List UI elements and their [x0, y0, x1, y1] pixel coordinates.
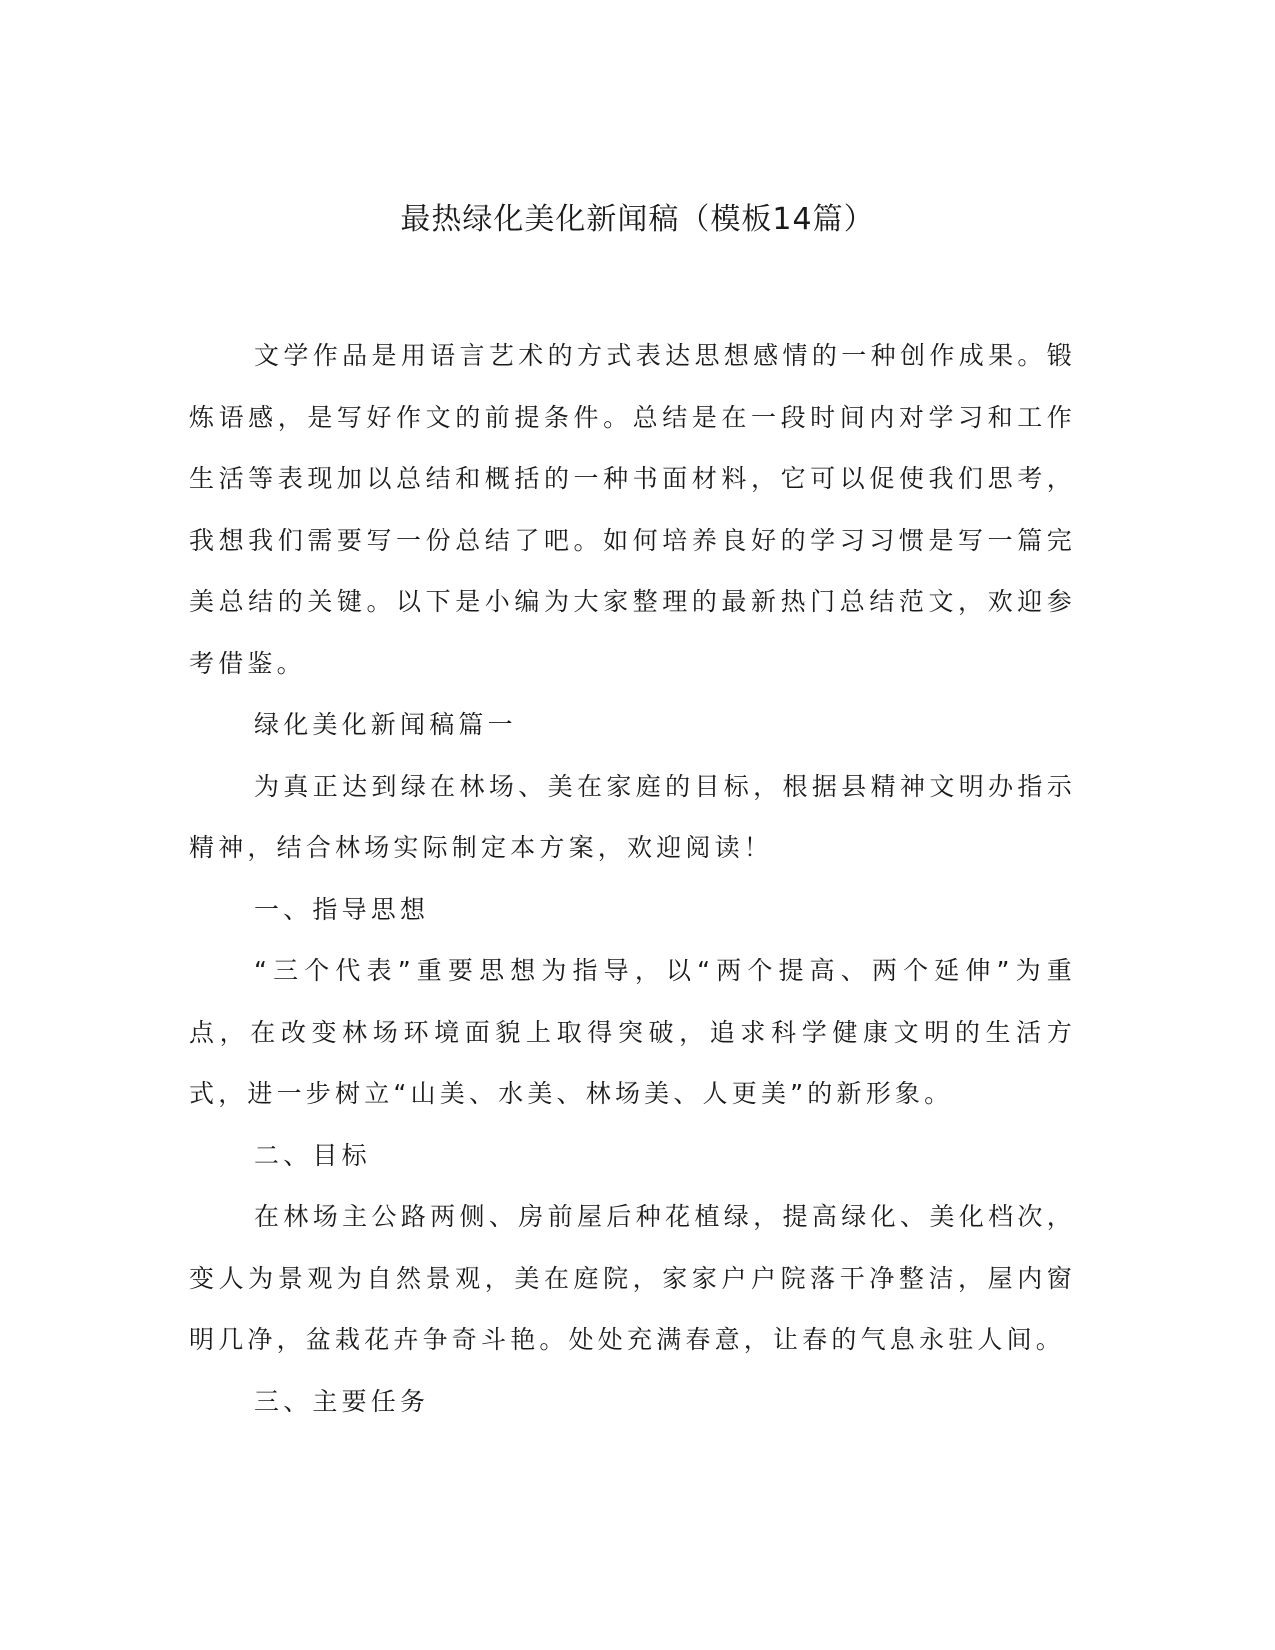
heading-guiding-ideology: 一、指导思想 — [254, 894, 430, 924]
section-heading-article-one: 绿化美化新闻稿篇一 — [254, 710, 517, 739]
heading-main-tasks: 三、主要任务 — [254, 1386, 430, 1416]
guiding-ideology-paragraph: “三个代表”重要思想为指导，以“两个提高、两个延伸”为重点，在改变林场环境面貌上取得突破，追求科学健康文明的生活方式，进一步树立“山美、水美、林场美、人更美”的新形象。 — [189, 956, 1076, 1108]
heading-goals: 二、目标 — [254, 1140, 371, 1170]
document-body — [189, 325, 1076, 1432]
goals-paragraph: 在林场主公路两侧、房前屋后种花植绿，提高绿化、美化档次，变人为景观为自然景观，美在庭院，家家户户院落干净整洁，屋内窗明几净，盆栽花卉争奇斗艳。处处充满春意，让春的气息永驻人间。 — [189, 1202, 1076, 1354]
document-title: 最热绿化美化新闻稿（模板14篇） — [400, 202, 875, 237]
purpose-paragraph: 为真正达到绿在林场、美在家庭的目标，根据县精神文明办指示精神，结合林场实际制定本方案，欢迎阅读！ — [189, 771, 1076, 862]
intro-paragraph: 文学作品是用语言艺术的方式表达思想感情的一种创作成果。锻炼语感，是写好作文的前提条件。总结是在一段时间内对学习和工作生活等表现加以总结和概括的一种书面材料，它可以促使我们思考，我想我们需要写一份总结了吧。如何培养良好的学习习惯是写一篇完美总结的关键。以下是小编为大家整理的最新热门总结范文，欢迎参考借鉴。 — [189, 341, 1076, 678]
